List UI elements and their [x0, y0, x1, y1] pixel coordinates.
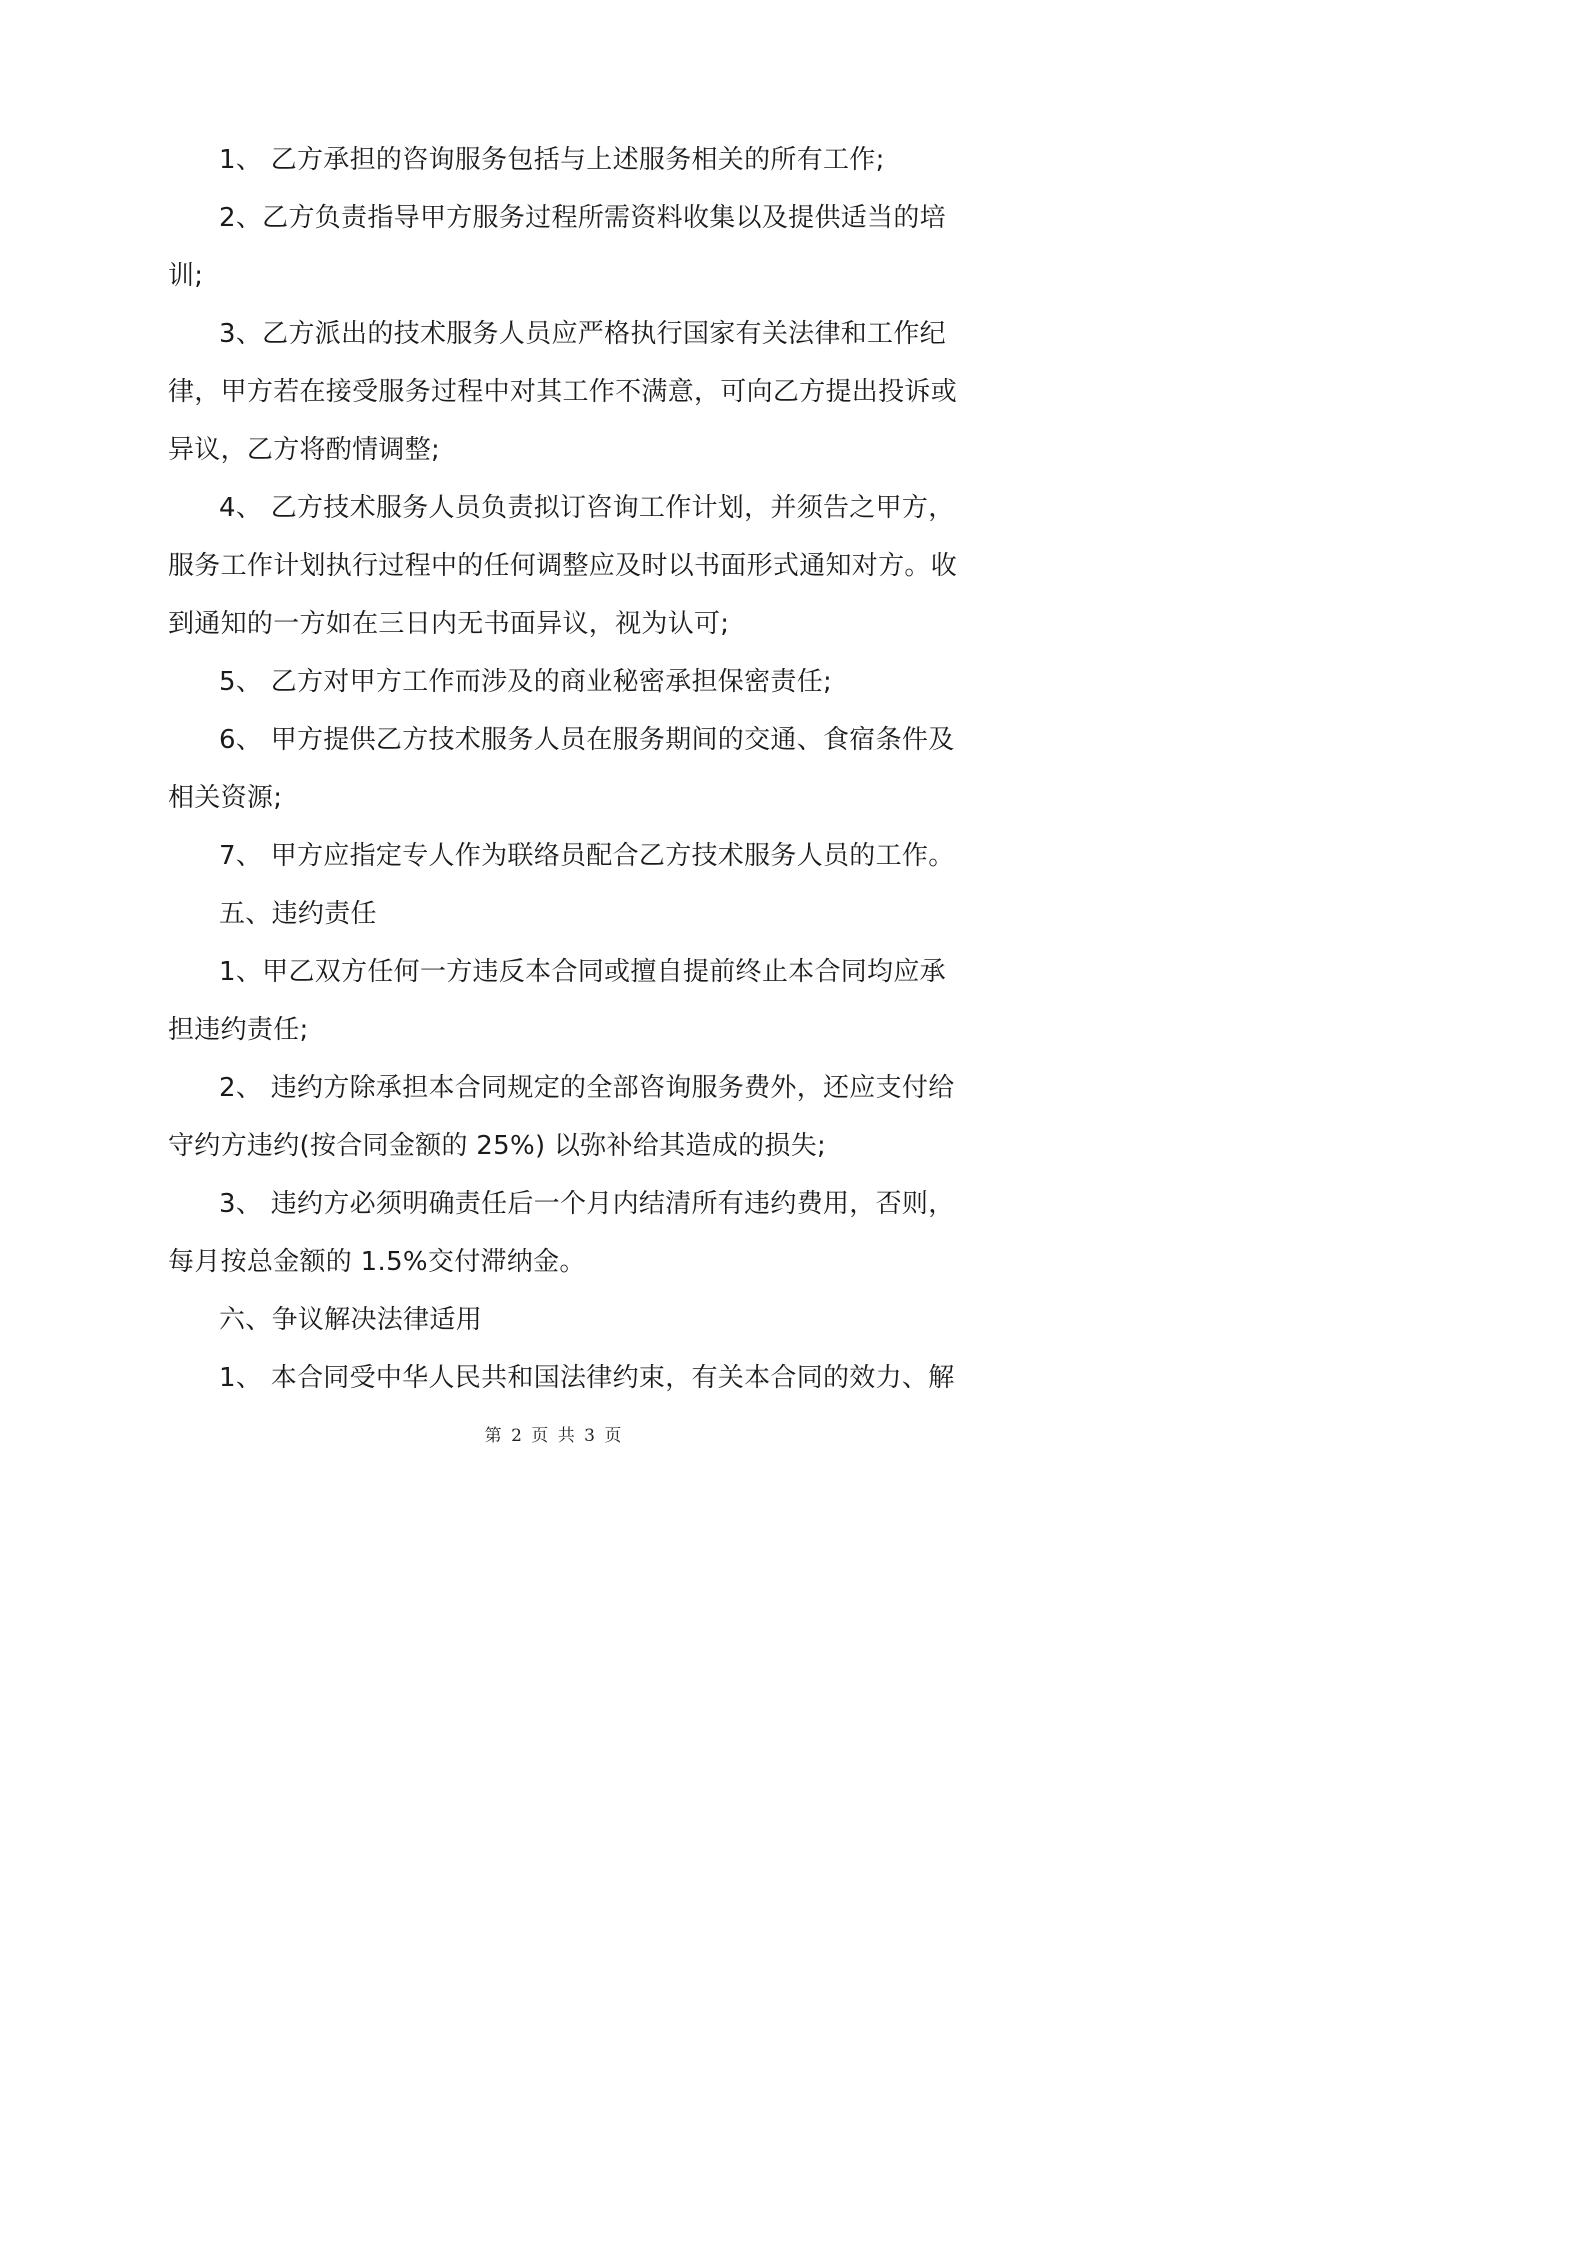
paragraph-line: 每月按总金额的 1.5%交付滞纳金。: [168, 1247, 586, 1277]
section-heading: 五、违约责任: [219, 899, 377, 929]
document-page: [0, 0, 1108, 1567]
paragraph-line: 1、 乙方承担的咨询服务包括与上述服务相关的所有工作;: [219, 145, 885, 175]
paragraph-line: 相关资源;: [168, 783, 283, 813]
paragraph-line: 训;: [168, 261, 204, 291]
paragraph-line: 6、 甲方提供乙方技术服务人员在服务期间的交通、食宿条件及: [219, 725, 955, 755]
paragraph-line: 3、乙方派出的技术服务人员应严格执行国家有关法律和工作纪: [219, 319, 946, 349]
paragraph-line: 2、乙方负责指导甲方服务过程所需资料收集以及提供适当的培: [219, 203, 946, 233]
paragraph-line: 担违约责任;: [168, 1015, 309, 1045]
paragraph-line: 7、 甲方应指定专人作为联络员配合乙方技术服务人员的工作。: [219, 841, 955, 871]
paragraph-line: 守约方违约(按合同金额的 25%) 以弥补给其造成的损失;: [168, 1131, 827, 1161]
section-heading: 六、争议解决法律适用: [219, 1305, 483, 1335]
paragraph-line: 1、甲乙双方任何一方违反本合同或擅自提前终止本合同均应承: [219, 957, 946, 987]
paragraph-line: 律，甲方若在接受服务过程中对其工作不满意，可向乙方提出投诉或: [168, 377, 958, 407]
paragraph-line: 5、 乙方对甲方工作而涉及的商业秘密承担保密责任;: [219, 667, 833, 697]
paragraph-line: 异议，乙方将酌情调整;: [168, 435, 441, 465]
page-number-footer: 第 2 页 共 3 页: [484, 1426, 624, 1446]
paragraph-line: 4、 乙方技术服务人员负责拟订咨询工作计划，并须告之甲方，: [219, 493, 955, 523]
paragraph-line: 到通知的一方如在三日内无书面异议，视为认可;: [168, 609, 730, 639]
paragraph-line: 服务工作计划执行过程中的任何调整应及时以书面形式通知对方。收: [168, 551, 958, 581]
paragraph-line: 3、 违约方必须明确责任后一个月内结清所有违约费用，否则，: [219, 1189, 955, 1219]
paragraph-line: 2、 违约方除承担本合同规定的全部咨询服务费外，还应支付给: [219, 1073, 955, 1103]
paragraph-line: 1、 本合同受中华人民共和国法律约束，有关本合同的效力、解: [219, 1363, 955, 1393]
